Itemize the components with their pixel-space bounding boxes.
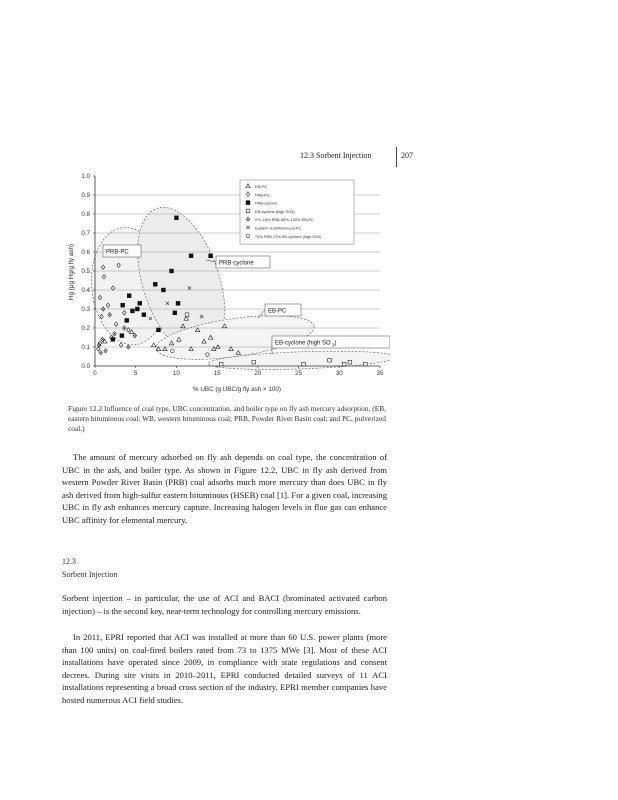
data-point [189,254,193,258]
page-number: 207 [401,151,413,160]
data-point [120,303,124,307]
data-point [111,337,115,341]
data-point [99,351,103,355]
y-tick-label: 0.0 [81,363,90,370]
y-tick-label: 0.1 [81,344,90,351]
x-tick-label: 5 [133,370,138,377]
x-tick-label: 10 [172,370,180,377]
region-label: EB-PC [268,308,287,315]
legend-label: 73% PRB 27% EB-cyclone (high SO3) [255,233,322,239]
data-point [208,254,212,258]
data-point [174,216,178,220]
data-point [156,328,160,332]
data-point [103,339,107,343]
marker-dot [102,339,103,340]
data-point [153,282,157,286]
marker-dot [98,345,99,346]
y-tick-label: 0.3 [81,306,90,313]
data-point [173,311,177,315]
x-tick-label: 15 [213,370,221,377]
y-tick-label: 0.4 [81,287,90,294]
marker-dot [134,335,135,336]
data-point [125,318,129,322]
data-point [328,359,332,363]
legend-label: PRB-PC [255,192,270,198]
figure-12-2-chart [60,168,390,400]
data-point [138,301,142,305]
marker-dot [114,333,115,334]
body-paragraph-sorbent-injection: Sorbent injection – in particular, the use of ACI and BACI (brominated activated carbon injection) – is the second key, near-term technology for controlling mercury emissions. [62,593,387,616]
y-tick-label: 0.5 [81,268,90,275]
y-tick-label: 0.8 [81,211,90,218]
data-point [120,333,124,337]
data-point [119,343,123,347]
marker-dot [100,352,101,353]
legend-label: 0%–15% PRB 85%–100% EB-PC [255,217,314,223]
data-point [348,360,352,364]
x-tick-label: 35 [376,370,384,377]
marker-dot [103,308,104,309]
running-head [300,150,420,164]
x-axis-title: % UBC (g UBC/g fly ash × 100) [192,386,282,393]
x-tick-label: 25 [295,370,303,377]
legend-label: EB-cyclone (high SO3) [255,208,295,214]
marker-dot [128,346,129,347]
body-paragraph-epri-report: In 2011, EPRI reported that ACI was installed at more than 60 U.S. power plants (more than 100 units) on coal-fired boilers rated from 73 to 1375 MWe [3]. Most of these ACI installations have operated since 2009, in compliance with state regulations and consent decrees. During site visits in 2010–2011, EPRI conducted detailed surveys of 11 ACI installations representing a broad cross section of the industry. EPRI member companies have hosted numerous ACI field studies. [62,632,387,705]
data-point [130,309,134,313]
data-point [127,294,131,298]
y-tick-label: 1.0 [81,173,90,180]
legend-marker [246,209,250,213]
region-label-suffix: ) [334,340,337,347]
y-tick-label: 0.2 [81,325,90,332]
section-number: 12.3 [62,557,76,566]
y-tick-label: 0.9 [81,192,90,199]
x-tick-label: 0 [93,370,97,377]
x-tick-label: 20 [254,370,262,377]
data-point [185,313,189,317]
data-point [342,362,346,366]
data-point [364,362,368,366]
data-point [161,288,165,292]
x-tick-label: 30 [335,370,343,377]
data-point [302,362,306,366]
region-label: PRB-PC [106,249,129,256]
data-point [176,301,180,305]
legend-label: Eastern subbituminous-PC [255,225,302,231]
data-point [252,360,256,364]
y-tick-label: 0.6 [81,249,90,256]
running-head-rule [396,147,397,167]
marker-dot [105,350,106,351]
region-label: PRB-cyclone [219,260,254,267]
data-point [151,343,155,347]
y-axis-title: Hg (μg Hg/g fly ash) [68,243,75,301]
figure-caption: Figure 12.2 Influence of coal type, UBC concentration, and boiler type on fly ash mercury adsorption. (EB, eastern bituminous coal; WB, western bituminous coal; PRB, Powder River Basin coal; and PC, pulverized coal.) [68,404,386,433]
region-label-subscript: 3 [330,342,335,348]
body-paragraph-mercury-adsorption: The amount of mercury adsorbed on fly ash depends on coal type, the concentration of UBC in the ash, and boiler type. As shown in Figure 12.2, UBC in fly ash derived from western Powder River Basin (PRB) coal adsorbs much more mercury than does UBC in fly ash derived from high-sulfur eastern bituminous (HSEB) coal [1]. For a given coal, increasing UBC in fly ash enhances mercury capture. Increasing halogen levels in flue gas can enhance UBC affinity for elemental mercury. [62,452,387,525]
legend-label: EB-PC [255,184,267,189]
legend-marker [246,200,250,204]
data-point [169,269,173,273]
data-point [219,362,223,366]
marker-dot [124,327,125,328]
data-point [104,349,108,353]
data-point [135,307,139,311]
section-title: Sorbent Injection [62,570,118,579]
data-point [96,347,100,351]
y-tick-label: 0.7 [81,230,90,237]
marker-dot [109,314,110,315]
running-head-section: 12.3 Sorbent Injection [300,151,372,160]
marker-dot [247,219,248,220]
data-point [142,313,146,317]
legend-label: PRB-cyclone [255,200,278,206]
region-label: EB-cyclone (high SO $_3$) [275,340,337,348]
legend [240,180,354,244]
